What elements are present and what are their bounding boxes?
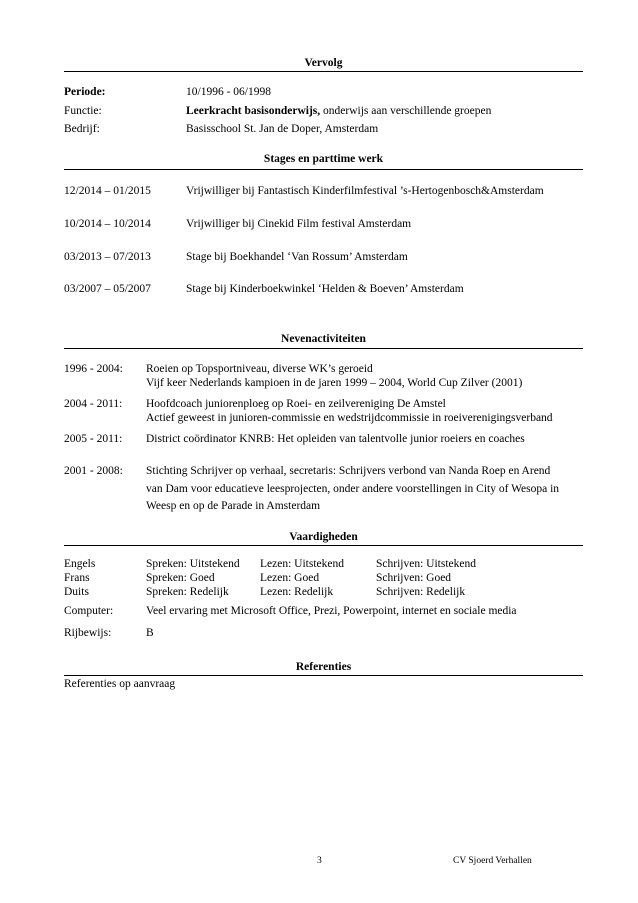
language-schrijven: Schrijven: Goed	[376, 572, 452, 584]
neven-line: Weesp en op de Parade in Amsterdam	[146, 500, 321, 512]
language-lezen: Lezen: Goed	[260, 572, 320, 584]
stage-description: Vrijwilliger bij Fantastisch Kinderfilmfestival ’s-Hertogenbosch&Amsterdam	[186, 185, 544, 197]
neven-line: Hoofdcoach juniorenploeg op Roei- en zeilvereniging De Amstel	[146, 398, 446, 410]
neven-line: District coördinator KNRB: Het opleiden van talentvolle junior roeiers en coaches	[146, 433, 525, 445]
periode-label: Periode:	[64, 86, 106, 98]
functie-label: Functie:	[64, 105, 102, 117]
vervolg-heading: Vervolg	[304, 57, 343, 69]
vaardigheden-heading: Vaardigheden	[289, 531, 358, 543]
bedrijf-value: Basisschool St. Jan de Doper, Amsterdam	[186, 123, 379, 135]
vervolg-rule	[64, 71, 583, 72]
language-spreken: Spreken: Uitstekend	[146, 558, 240, 570]
stage-description: Vrijwilliger bij Cinekid Film festival Amsterdam	[186, 218, 412, 230]
language-schrijven: Schrijven: Uitstekend	[376, 558, 476, 570]
vaardigheden-rule	[64, 545, 583, 546]
language-lezen: Lezen: Redelijk	[260, 586, 334, 598]
stage-period: 12/2014 – 01/2015	[64, 185, 151, 197]
stages-rule	[64, 169, 583, 170]
rijbewijs-value: B	[146, 627, 154, 639]
neven-line: Actief geweest in junioren-commissie en wedstrijdcommissie in roeiverenigingsverband	[146, 412, 553, 424]
referenties-rule	[64, 675, 583, 676]
computer-value: Veel ervaring met Microsoft Office, Prezi, Powerpoint, internet en sociale media	[146, 605, 517, 617]
neven-line: Roeien op Topsportniveau, diverse WK’s geroeid	[146, 363, 373, 375]
neven-line: van Dam voor educatieve leesprojecten, onder andere voorstellingen in City of Wesopa in	[146, 483, 560, 495]
language-spreken: Spreken: Redelijk	[146, 586, 229, 598]
stage-period: 10/2014 – 10/2014	[64, 218, 151, 230]
language-spreken: Spreken: Goed	[146, 572, 215, 584]
neven-heading: Nevenactiviteiten	[281, 333, 366, 345]
periode-value: 10/1996 - 06/1998	[186, 86, 271, 98]
neven-rule	[64, 348, 583, 349]
referenties-text: Referenties op aanvraag	[64, 678, 176, 690]
stage-period: 03/2013 – 07/2013	[64, 251, 151, 263]
neven-period: 2004 - 2011:	[64, 398, 123, 410]
functie-value	[186, 104, 491, 118]
stage-period: 03/2007 – 05/2007	[64, 283, 151, 295]
neven-line: Stichting Schrijver op verhaal, secretaris: Schrijvers verbond van Nanda Roep en Arend	[146, 465, 551, 477]
neven-period: 1996 - 2004:	[64, 363, 123, 375]
rijbewijs-label: Rijbewijs:	[64, 627, 112, 639]
bedrijf-label: Bedrijf:	[64, 123, 100, 135]
neven-period: 2001 - 2008:	[64, 465, 123, 477]
page-number: 3	[317, 856, 322, 866]
language-name: Frans	[64, 572, 90, 584]
language-name: Engels	[64, 558, 96, 570]
stage-description: Stage bij Kinderboekwinkel ‘Helden & Boeven’ Amsterdam	[186, 283, 464, 295]
language-schrijven: Schrijven: Redelijk	[376, 586, 466, 598]
computer-label: Computer:	[64, 605, 114, 617]
footer-author: CV Sjoerd Verhallen	[453, 856, 532, 866]
referenties-heading: Referenties	[295, 661, 352, 673]
functie-description: onderwijs aan verschillende groepen	[320, 105, 492, 117]
stages-heading: Stages en parttime werk	[263, 153, 384, 165]
language-name: Duits	[64, 586, 89, 598]
neven-line: Vijf keer Nederlands kampioen in de jaren 1999 – 2004, World Cup Zilver (2001)	[146, 377, 523, 389]
neven-period: 2005 - 2011:	[64, 433, 123, 445]
functie-title: Leerkracht basisonderwijs,	[186, 105, 321, 117]
stage-description: Stage bij Boekhandel ‘Van Rossum’ Amsterdam	[186, 251, 408, 263]
language-lezen: Lezen: Uitstekend	[260, 558, 344, 570]
